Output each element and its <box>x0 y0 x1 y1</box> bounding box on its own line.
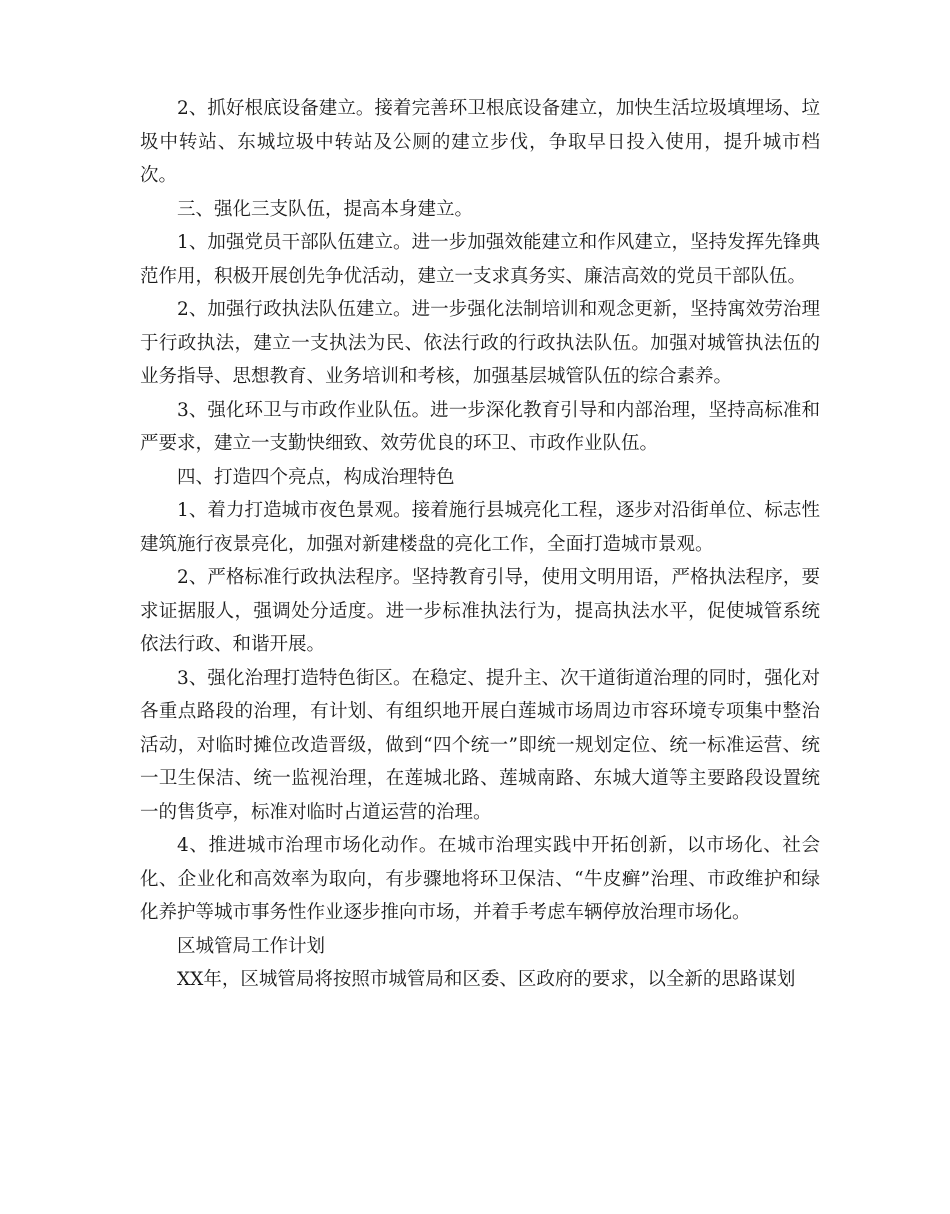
paragraph-party-cadres: 1、加强党员干部队伍建立。进一步加强效能建立和作风建立，坚持发挥先锋典范作用，积极开展创先争优活动，建立一支求真务实、廉洁高效的党员干部队伍。 <box>140 232 820 287</box>
paragraph-infrastructure: 2、抓好根底设备建立。接着完善环卫根底设备建立，加快生活垃圾填埋场、垃圾中转站、东城垃圾中转站及公厕的建立步伐，争取早日投入使用，提升城市档次。 <box>140 98 820 186</box>
paragraph-featured-streets: 3、强化治理打造特色街区。在稳定、提升主、次干道街道治理的同时，强化对各重点路段的治理，有计划、有组织地开展白莲城市场周边市容环境专项集中整治活动，对临时摊位改造晋级，做到“四个统一”即统一规划定位、统一标准运营、统一卫生保洁、统一监视治理，在莲城北路、莲城南路、东城大道等主要路段设置统一的售货亭，标准对临时占道运营的治理。 <box>140 667 820 823</box>
paragraph-law-enforcement: 2、加强行政执法队伍建立。进一步强化法制培训和观念更新，坚持寓效劳治理于行政执法，建立一支执法为民、依法行政的行政执法队伍。加强对城管执法伍的业务指导、思想教育、业务培训和考核，加强基层城管队伍的综合素养。 <box>140 299 820 387</box>
paragraph-enforcement-procedure: 2、严格标准行政执法程序。坚持教育引导，使用文明用语，严格执法程序，要求证据服人，强调处分适度。进一步标准执法行为，提高执法水平，促使城管系统依法行政、和谐开展。 <box>140 567 820 655</box>
paragraph-night-scenery: 1、着力打造城市夜色景观。接着施行县城亮化工程，逐步对沿街单位、标志性建筑施行夜景亮化，加强对新建楼盘的亮化工作，全面打造城市景观。 <box>140 500 820 555</box>
document-body <box>140 92 820 997</box>
heading-four-highlights: 四、打造四个亮点，构成治理特色 <box>177 466 455 488</box>
paragraph-plan-intro: XX年，区城管局将按照市城管局和区委、区政府的要求，以全新的思路谋划 <box>177 969 796 990</box>
paragraph-sanitation-team: 3、强化环卫与市政作业队伍。进一步深化教育引导和内部治理，坚持高标准和严要求，建立一支勤快细致、效劳优良的环卫、市政作业队伍。 <box>140 399 820 454</box>
heading-work-plan: 区城管局工作计划 <box>177 935 326 957</box>
heading-three-teams: 三、强化三支队伍，提高本身建立。 <box>177 198 474 220</box>
paragraph-marketization: 4、推进城市治理市场化动作。在城市治理实践中开拓创新，以市场化、社会化、企业化和高效率为取向，有步骤地将环卫保洁、“牛皮癣”治理、市政维护和绿化养护等城市事务性作业逐步推向市场，并着手考虑车辆停放治理市场化。 <box>140 835 820 923</box>
